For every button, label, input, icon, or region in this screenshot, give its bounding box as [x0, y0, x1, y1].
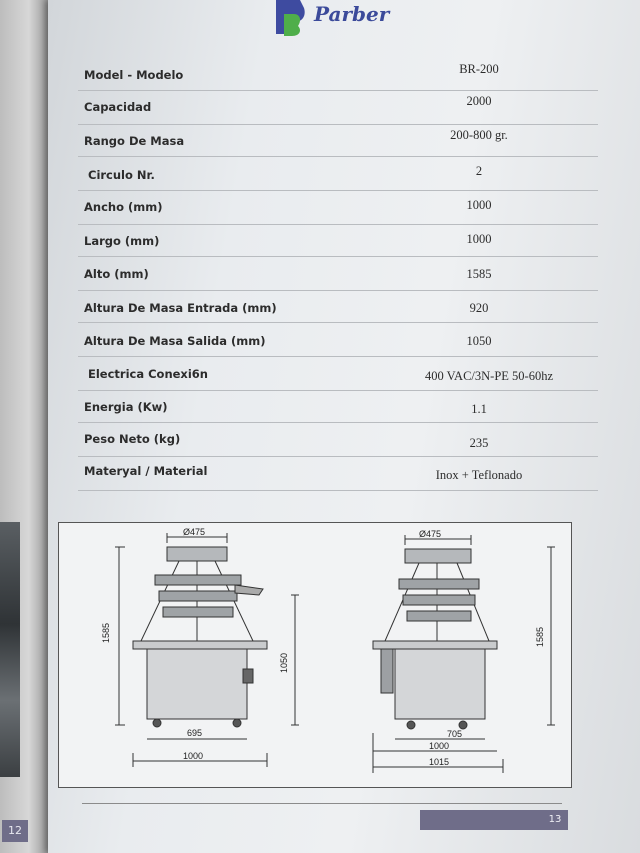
row-divider [78, 390, 598, 391]
right-width-label: 1000 [429, 741, 450, 751]
spec-row [84, 301, 584, 323]
spec-label: Electrica Conexi6n [88, 367, 208, 381]
right-total-width-label: 1015 [429, 757, 450, 767]
row-divider [78, 322, 598, 323]
parber-logo-icon [270, 0, 310, 36]
spec-row [84, 400, 584, 422]
spec-label: Rango De Masa [84, 134, 185, 148]
spec-value: Inox + Teflonado [435, 468, 523, 482]
machine-drawing-svg [59, 523, 571, 787]
brand-name: Parber [314, 2, 390, 26]
spec-label: Altura De Masa Salida (mm) [84, 334, 266, 348]
left-total-width-label: 1000 [183, 751, 204, 761]
row-divider [78, 290, 598, 291]
row-divider [78, 156, 598, 157]
left-height-label: 1585 [101, 622, 111, 643]
spec-row [84, 128, 584, 156]
row-divider [78, 224, 598, 225]
spec-label: Circulo Nr. [88, 168, 155, 182]
spec-row [84, 62, 584, 90]
left-page-number: 12 [2, 820, 28, 842]
row-divider [78, 256, 598, 257]
page-number: 13 [548, 814, 562, 825]
spec-value: 1585 [466, 267, 492, 281]
brand-logo [270, 0, 389, 36]
spec-row [84, 200, 584, 222]
right-height-label: 1585 [535, 626, 545, 647]
row-divider [78, 490, 598, 491]
row-divider [78, 456, 598, 457]
footer-rule [82, 803, 562, 804]
row-divider [78, 124, 598, 125]
spec-row [84, 334, 584, 356]
spec-label: Model - Modelo [84, 68, 184, 82]
spec-label: Peso Neto (kg) [84, 432, 181, 446]
spec-label: Materyal / Material [84, 464, 208, 478]
left-page-photo [0, 522, 20, 777]
spec-value: 2 [475, 164, 483, 178]
spec-label: Capacidad [84, 100, 152, 114]
row-divider [78, 90, 598, 91]
spec-value: 920 [469, 301, 489, 315]
left-view [115, 533, 299, 767]
brochure-page [48, 0, 640, 853]
spec-row [84, 367, 584, 389]
row-divider [78, 190, 598, 191]
left-base-width-label: 695 [187, 728, 203, 738]
right-diameter-label: Ø475 [419, 529, 442, 539]
left-outlet-height-label: 1050 [279, 652, 289, 673]
spec-label: Alto (mm) [84, 267, 149, 281]
row-divider [78, 356, 598, 357]
right-view [373, 535, 555, 773]
spec-value: 200-800 gr. [450, 128, 508, 142]
row-divider [78, 422, 598, 423]
spec-value: 1050 [466, 334, 492, 348]
spec-label: Altura De Masa Entrada (mm) [84, 301, 277, 315]
spec-row [84, 94, 584, 122]
left-diameter-label: Ø475 [183, 527, 206, 537]
spec-label: Ancho (mm) [84, 200, 163, 214]
spec-label: Energia (Kw) [84, 400, 168, 414]
spec-row [84, 234, 584, 256]
spec-value: 1000 [466, 232, 492, 246]
spec-value: BR-200 [459, 62, 499, 76]
spec-row [84, 267, 584, 289]
spec-row [84, 464, 584, 486]
spec-label: Largo (mm) [84, 234, 160, 248]
spec-row [84, 164, 584, 190]
technical-drawing [58, 522, 572, 788]
right-base-width-label: 705 [447, 729, 463, 739]
spec-value: 1.1 [471, 402, 487, 416]
spec-value: 400 VAC/3N-PE 50-60hz [424, 369, 553, 383]
spec-value: 1000 [466, 198, 492, 212]
spec-value: 2000 [466, 94, 492, 108]
spec-value: 235 [469, 436, 489, 450]
spec-row [84, 432, 584, 454]
